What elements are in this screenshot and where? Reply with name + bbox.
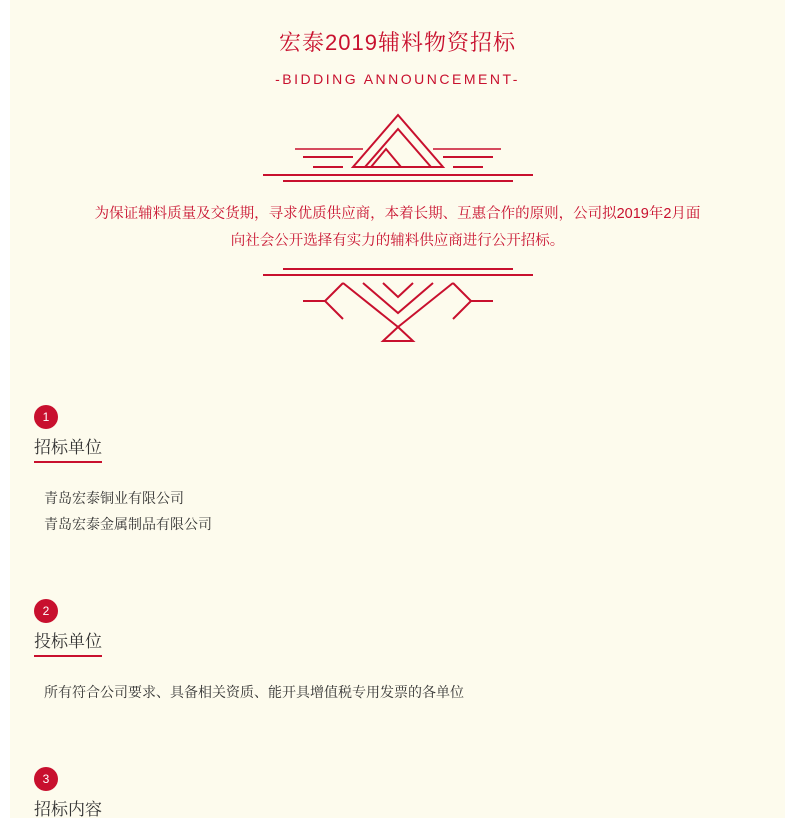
section-number-badge: 1 (34, 405, 58, 429)
section-body (44, 679, 763, 705)
section-line: 青岛宏泰铜业有限公司 (44, 490, 184, 506)
section-2 (32, 599, 763, 705)
section-heading: 投标单位 (34, 627, 102, 657)
section-number-badge: 3 (34, 767, 58, 791)
intro-paragraph: 为保证辅料质量及交货期，寻求优质供应商，本着长期、互惠合作的原则，公司拟2019年2月面向社会公开选择有实力的辅料供应商进行公开招标。 (94, 206, 701, 249)
document-body (10, 0, 785, 818)
section-heading: 招标内容 (34, 795, 102, 818)
section-3 (32, 767, 763, 818)
page-left-margin (0, 0, 10, 818)
page-subtitle: -BIDDING ANNOUNCEMENT- (275, 71, 520, 87)
art-deco-bottom-ornament (243, 261, 553, 347)
page-title: 宏泰2019辅料物资招标 (279, 30, 516, 55)
section-heading: 招标单位 (34, 433, 102, 463)
section-1 (32, 405, 763, 537)
section-number-badge: 2 (34, 599, 58, 623)
section-line: 所有符合公司要求、具备相关资质、能开具增值税专用发票的各单位 (44, 684, 464, 700)
page-right-margin (785, 0, 795, 818)
section-body (44, 485, 763, 537)
art-deco-top-ornament (243, 109, 553, 187)
section-line: 青岛宏泰金属制品有限公司 (44, 516, 212, 532)
